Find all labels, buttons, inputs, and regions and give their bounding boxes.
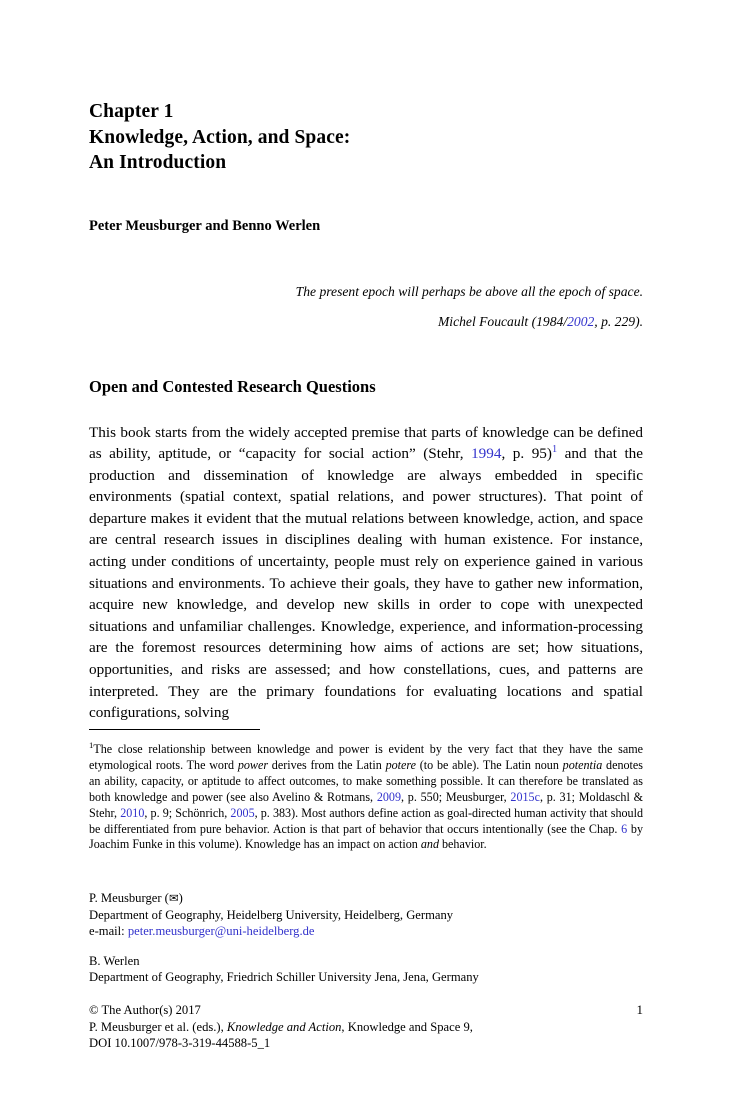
footnote-segment-8: , p. 383). Most authors define action as goal-directed human activity that should be differentiated from pure behavior. Action is that part of behavior that occurs intentionally (see the Chap. [89,805,643,836]
chapter-title-line-2: An Introduction [89,152,227,173]
body-text-segment-1: This book starts from the widely accepted premise that parts of knowledge can be defined as ability, aptitude, or “capacity for social action” (Stehr, [89,423,643,463]
citation-link-avelino-rotmans-2009[interactable]: 2009 [376,789,402,804]
body-text-segment-3: and that the production and dissemination of knowledge are always embedded in specific environments (spatial context, spatial relations, and power structures). That point of departure makes it evident that the mutual relations between knowledge, action, and space are central research issues in disciplines dealing with human existence. For instance, acting under conditions of uncertainty, people must rely on experience gained in various situations and environments. To achieve their goals, they have to gather new information, acquire new knowledge, and develop new skills in order to cope with unexpected situations and unfamiliar challenges. Knowledge, experience, and information-processing are the foremost resources determining how aims of actions are set; how situations, opportunities, and risks are assessed; and how constellations, cues, and patterns are interpreted. They are the primary foundations for evaluating locations and spatial configurations, solving [89,445,644,722]
copyright-notice: © The Author(s) 2017 [89,1003,201,1017]
chapter-label: Chapter 1 [89,101,174,122]
epigraph [89,280,643,333]
footnote-italic-potentia: potentia [562,757,603,772]
chapter-link-6[interactable]: 6 [621,821,628,836]
email-label: e-mail: [89,924,128,939]
footer-series: , Knowledge and Space 9, [341,1019,473,1034]
chapter-authors: Peter Meusburger and Benno Werlen [89,217,321,234]
body-paragraph-1 [89,422,643,724]
footnote-italic-power: power [237,757,269,772]
affiliation-author-name: P. Meusburger [89,891,162,905]
footnote-segment-7: , p. 9; Schönrich, [144,805,231,820]
footnote-segment-6: , p. 31; Moldaschl & Stehr, [89,789,643,820]
chapter-title-line-1: Knowledge, Action, and Space: [89,126,351,148]
footnote-separator-rule [89,729,260,730]
footnote-1 [89,739,643,853]
affiliation-author-name: B. Werlen [89,953,140,968]
epigraph-source [89,310,643,333]
affiliation-department: Department of Geography, Friedrich Schiller University Jena, Jena, Germany [89,970,479,985]
footer-doi: DOI 10.1007/978-3-319-44588-5_1 [89,1036,271,1051]
epigraph-source-prefix: Michel Foucault (1984/ [437,313,568,329]
affiliation-department: Department of Geography, Heidelberg University, Heidelberg, Germany [89,907,454,922]
footnote-italic-potere: potere [385,757,417,772]
section-heading: Open and Contested Research Questions [89,376,376,396]
footer-citation-line [89,1019,643,1036]
citation-link-schonrich-2005[interactable]: 2005 [230,805,255,820]
document-page [89,0,643,1110]
envelope-icon: ✉ [168,891,179,905]
title-block [89,0,643,176]
footnote-number: 1 [89,739,94,750]
epigraph-quote: The present epoch will perhaps be above all the epoch of space. [295,283,643,299]
footnote-segment-9: by Joachim Funke in this volume). Knowledge has an impact on action [89,821,643,852]
footnote-italic-and: and [420,837,439,852]
footnote-segment-2: derives from the Latin [268,757,386,772]
footnote-area [89,729,643,853]
footer-book-title: Knowledge and Action [226,1019,342,1034]
footnote-segment-5: , p. 550; Meusburger, [401,789,511,804]
author-affiliations [89,890,643,986]
affiliation-meusburger [89,890,643,940]
citation-link-stehr-1994[interactable]: 1994 [471,445,502,463]
citation-link-meusburger-2015c[interactable]: 2015c [510,789,540,804]
footnote-reference-marker[interactable]: 1 [551,444,558,456]
footer-copyright-row [89,1002,643,1019]
affiliation-werlen [89,953,643,986]
footer-editors: P. Meusburger et al. (eds.), [89,1019,227,1034]
footnote-segment-3: (to be able). The Latin noun [416,757,563,772]
page-footer [89,1002,643,1052]
footnote-segment-10: behavior. [438,837,487,852]
epigraph-source-suffix: , p. 229). [594,313,643,329]
body-text-segment-2: , p. 95) [501,445,552,463]
email-link[interactable]: peter.meusburger@uni-heidelberg.de [127,924,315,939]
page-number: 1 [636,1002,643,1017]
citation-link-moldaschl-stehr-2010[interactable]: 2010 [120,805,145,820]
footnote-segment-1: The close relationship between knowledge and power is evident by the very fact that they have the same etymological roots. The word [89,742,643,772]
footnote-segment-4: denotes an ability, capacity, or aptitude to affect outcomes, to make something possible. It can therefore be translated as both knowledge and power (see also Avelino & Rotmans, [89,757,643,804]
affiliation-name-line: P. Meusburger (✉) [89,891,183,905]
affiliation-email-line [89,923,643,940]
epigraph-citation-link[interactable]: 2002 [567,313,595,329]
